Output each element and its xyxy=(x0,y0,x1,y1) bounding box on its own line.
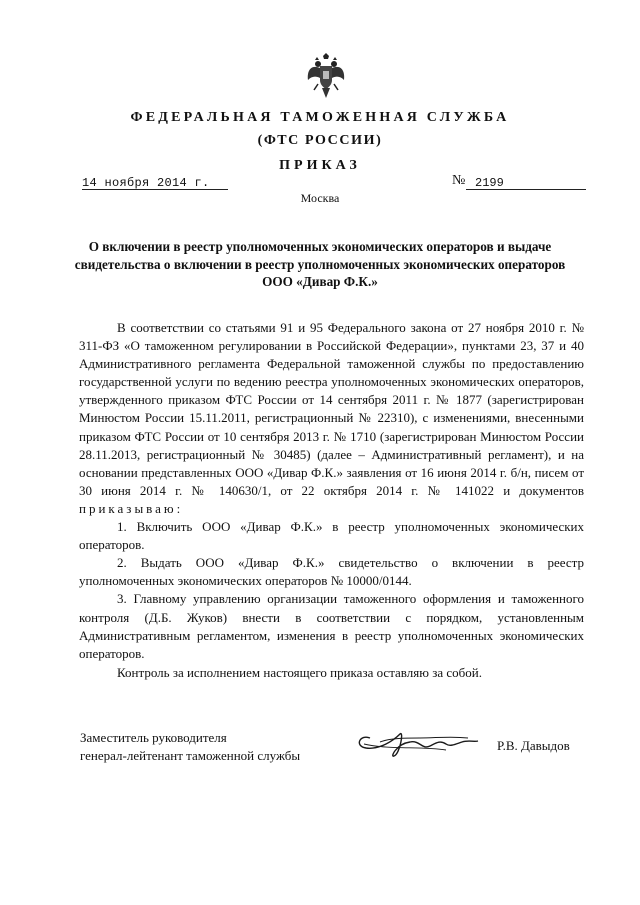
signatory-title-line-1: Заместитель руководителя xyxy=(80,730,227,745)
control-clause: Контроль за исполнением настоящего приказа оставляю за собой. xyxy=(117,665,482,680)
order-item-3: 3. Главному управлению организации таможенного оформления и таможенного контроля (Д.Б. Жуков) внести в соответствии с порядком, установленным Административным регламентом, изменения в реестр уполномоченных экономических операторов. xyxy=(79,591,584,661)
number-underline xyxy=(466,189,586,190)
order-heading: О включении в реестр уполномоченных экономических операторов и выдаче свидетельства о включении в реестр уполномоченных экономических операторов ООО «Дивар Ф.К.» xyxy=(74,239,566,289)
signatory-title-line-2: генерал-лейтенант таможенной службы xyxy=(80,748,301,763)
signatory-name: Р.В. Давыдов xyxy=(497,738,570,753)
signatory-title xyxy=(80,729,300,765)
city: Москва xyxy=(300,191,340,205)
preamble-paragraph xyxy=(79,319,584,518)
order-item-2: 2. Выдать ООО «Дивар Ф.К.» свидетельство о включении в реестр уполномоченных экономических операторов № 10000/0144. xyxy=(79,555,584,589)
order-number: 2199 xyxy=(475,176,504,190)
date-underline xyxy=(82,189,228,190)
order-word: приказываю: xyxy=(79,500,184,516)
agency-short-name: (ФТС РОССИИ) xyxy=(257,133,383,148)
order-body xyxy=(79,319,584,663)
handwritten-signature xyxy=(350,724,480,760)
double-headed-eagle-emblem-icon xyxy=(306,52,346,100)
number-sign: № xyxy=(452,173,466,188)
agency-name: ФЕДЕРАЛЬНАЯ ТАМОЖЕННАЯ СЛУЖБА xyxy=(130,110,510,125)
document-type: ПРИКАЗ xyxy=(279,158,361,173)
order-date: 14 ноября 2014 г. xyxy=(82,176,210,190)
order-item-1: 1. Включить ООО «Дивар Ф.К.» в реестр уполномоченных экономических операторов. xyxy=(79,519,584,553)
preamble-text: В соответствии со статьями 91 и 95 Федерального закона от 27 ноября 2010 г. № 311-ФЗ «О таможенном регулировании в Российской Федерации», пунктами 23, 37 и 40 Административного регламента Федеральной таможенной службы по предоставлению государственной услуги по ведению реестра уполномоченных экономических операторов, утвержденного приказом ФТС России от 14 сентября 2011 г. № 1877 (зарегистрирован Минюстом России 15.11.2011, регистрационный № 22310), с изменениями, внесенными приказом ФТС России от 10 сентября 2013 г. № 1710 (зарегистрирован Минюстом России 28.11.2013, регистрационный № 30485) (далее – Административный регламент), и на основании представленных ООО «Дивар Ф.К.» заявления от 16 июня 2014 г. б/н, писем от 30 июня 2014 г. № 140630/1, от 22 октября 2014 г. № 141022 и документов xyxy=(79,320,584,498)
